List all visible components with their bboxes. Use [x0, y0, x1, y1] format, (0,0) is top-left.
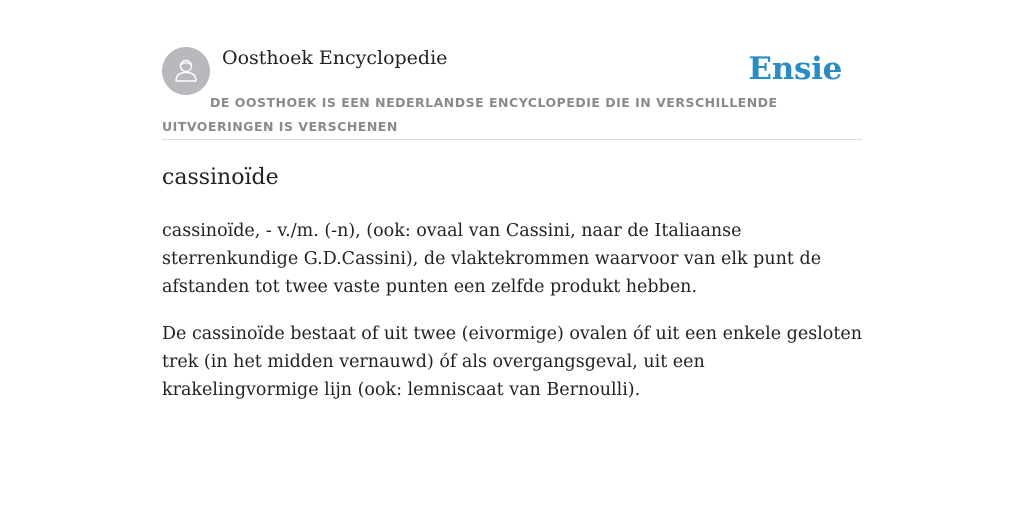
- tagline: DE OOSTHOEK IS EEN NEDERLANDSE ENCYCLOPEDIE DIE IN VERSCHILLENDE UITVOERINGEN IS VERSCHENEN: [162, 95, 778, 134]
- article-title: cassinoïde: [162, 165, 279, 190]
- divider: [162, 139, 862, 140]
- article-paragraph: cassinoïde, - v./m. (-n), (ook: ovaal van Cassini, naar de Italiaanse sterrenkundige G.D.Cassini), de vlaktekrommen waarvoor van elk punt de afstanden tot twee vaste punten een zelfde produkt hebben.: [162, 221, 822, 297]
- article: [162, 163, 862, 404]
- avatar[interactable]: [162, 47, 210, 95]
- header: [162, 46, 862, 140]
- article-paragraph: De cassinoïde bestaat of uit twee (eivormige) ovalen óf uit een enkele gesloten trek (in het midden vernauwd) óf als overgangsgeval, uit een krakelingvormige lijn (ook: lemniscaat van Bernoulli).: [162, 324, 862, 400]
- site-title[interactable]: Oosthoek Encyclopedie: [222, 47, 448, 69]
- brand-logo[interactable]: Ensie: [748, 51, 842, 87]
- user-icon: [171, 56, 201, 86]
